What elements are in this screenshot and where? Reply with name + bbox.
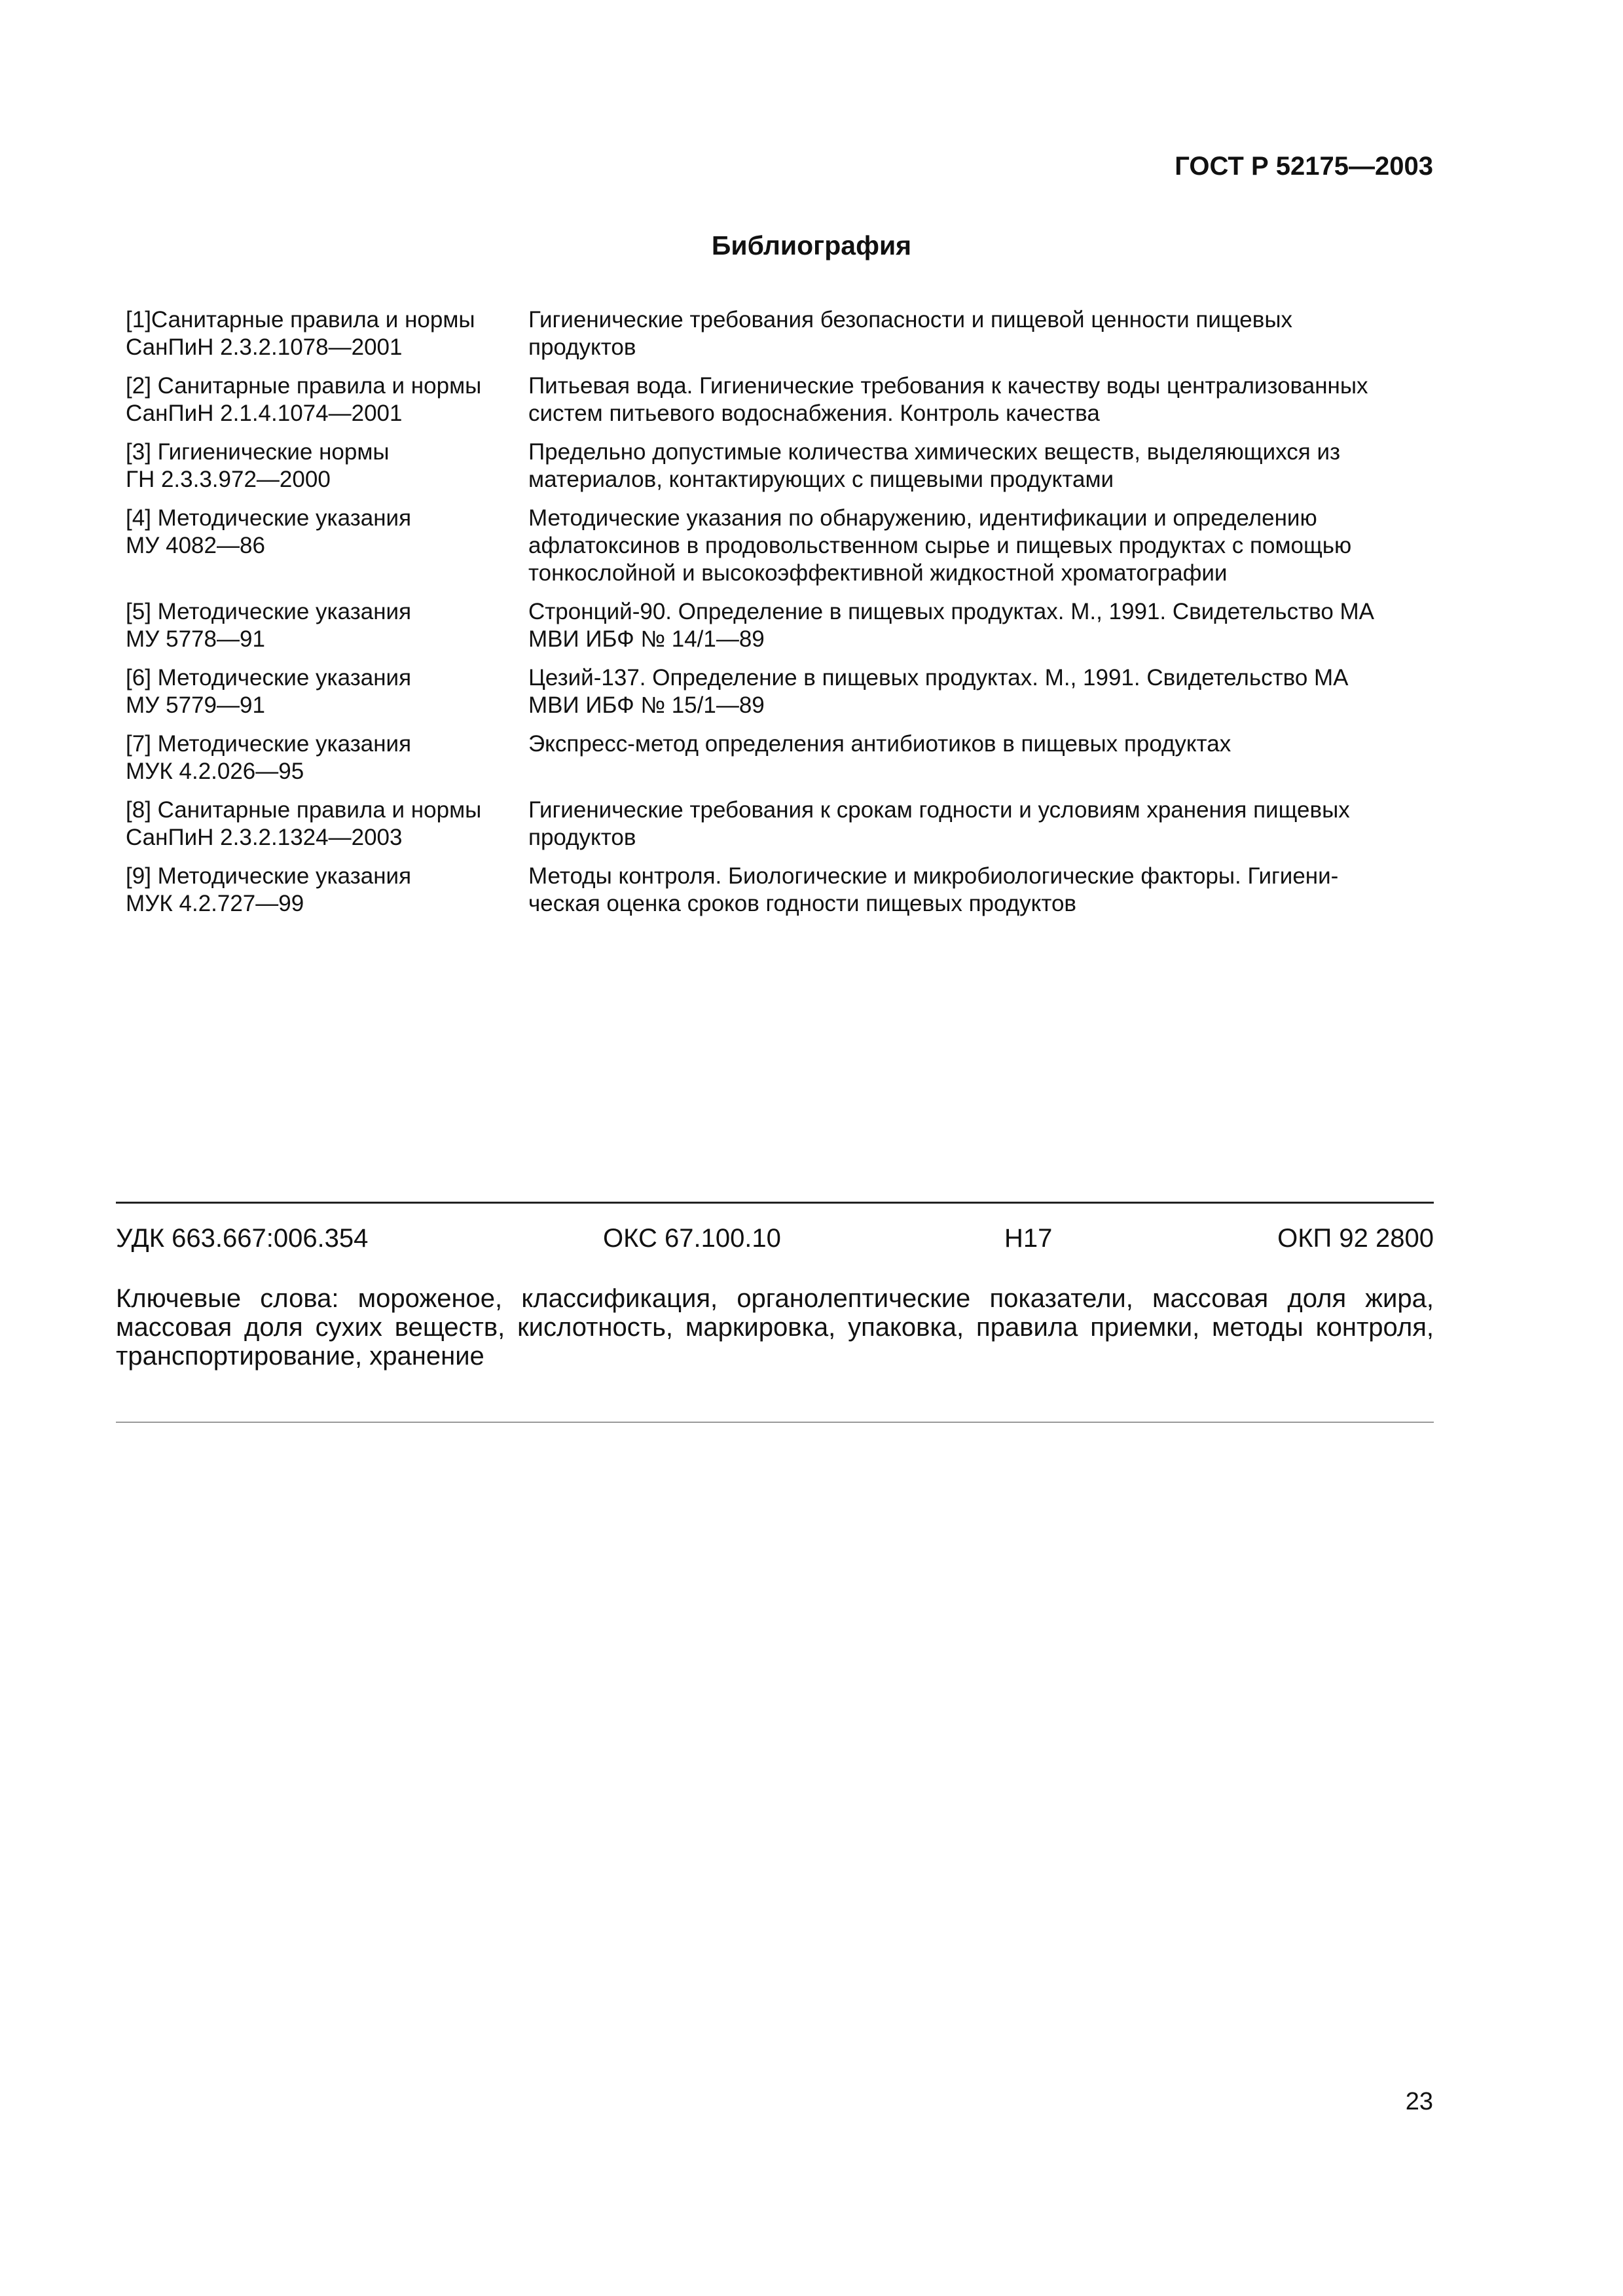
entry-source-line: МУК 4.2.026—95 [126, 759, 304, 784]
entry-description-line: материалов, контактирующих с пищевыми продуктами [528, 467, 1114, 492]
entry-source-line: [9] Методические указания [126, 863, 412, 889]
entry-source [126, 306, 528, 361]
bibliography-entry [126, 730, 1434, 785]
entry-description-line: МВИ ИБФ № 15/1—89 [528, 692, 765, 718]
entry-source-line: [7] Методические указания [126, 731, 412, 757]
entry-description-line: Методы контроля. Биологические и микробиологические факторы. Гигиени- [528, 863, 1339, 889]
entry-source-line: [3] Гигиенические нормы [126, 439, 390, 465]
entry-source-line: [6] Методические указания [126, 665, 412, 691]
entry-source [126, 505, 528, 587]
bibliography-entry [126, 439, 1434, 493]
entry-source-line: [8] Санитарные правила и нормы [126, 797, 482, 823]
entry-description [528, 439, 1434, 493]
okp-code: ОКП 92 2800 [1277, 1224, 1434, 1253]
oks-code: ОКС 67.100.10 [603, 1224, 781, 1253]
entry-source-line: МУК 4.2.727—99 [126, 891, 304, 916]
entry-source-line: СанПиН 2.1.4.1074—2001 [126, 401, 403, 426]
entry-source-line: [2] Санитарные правила и нормы [126, 373, 482, 399]
entry-description [528, 306, 1434, 361]
entry-description [528, 797, 1434, 852]
entry-source-line: ГН 2.3.3.972—2000 [126, 467, 331, 492]
entry-source [126, 797, 528, 852]
entry-description-line: Питьевая вода. Гигиенические требования к качеству воды централизованных [528, 373, 1368, 399]
entry-description-line: систем питьевого водоснабжения. Контроль качества [528, 401, 1100, 426]
entry-source-line: [4] Методические указания [126, 505, 412, 531]
bibliography-list [126, 306, 1434, 929]
entry-source [126, 730, 528, 785]
udk-code: УДК 663.667:006.354 [116, 1224, 369, 1253]
entry-description-line: продуктов [528, 825, 636, 850]
entry-description [528, 372, 1434, 427]
bibliography-entry [126, 598, 1434, 653]
bibliography-entry [126, 664, 1434, 719]
entry-description [528, 664, 1434, 719]
entry-description-line: продуктов [528, 334, 636, 360]
entry-source-line: МУ 5779—91 [126, 692, 265, 718]
entry-description [528, 730, 1434, 785]
document-code: ГОСТ Р 52175—2003 [1175, 152, 1433, 181]
entry-source-line: [1]Санитарные правила и нормы [126, 307, 475, 332]
entry-description-line: Методические указания по обнаружению, идентификации и определению [528, 505, 1317, 531]
divider-line [116, 1202, 1434, 1204]
entry-source [126, 664, 528, 719]
entry-source-line: СанПиН 2.3.2.1078—2001 [126, 334, 403, 360]
entry-description [528, 863, 1434, 918]
entry-description-line: Предельно допустимые количества химических веществ, выделяющихся из [528, 439, 1341, 465]
h-code: Н17 [1004, 1224, 1053, 1253]
entry-description [528, 505, 1434, 587]
entry-source-line: [5] Методические указания [126, 599, 412, 624]
entry-description-line: Цезий-137. Определение в пищевых продуктах. М., 1991. Свидетельство МА [528, 665, 1349, 691]
entry-source-line: МУ 4082—86 [126, 533, 265, 558]
keywords-line: транспортирование, хранение [116, 1342, 484, 1371]
keywords-line: Ключевые слова: мороженое, классификация, органолептические показатели, массовая доля жира, [116, 1284, 1434, 1313]
entry-description-line: тонкослойной и высокоэффективной жидкостной хроматографии [528, 560, 1228, 586]
entry-description-line: Гигиенические требования к срокам годности и условиям хранения пищевых [528, 797, 1350, 823]
entry-description-line: Экспресс-метод определения антибиотиков в пищевых продуктах [528, 731, 1231, 757]
entry-description-line: Стронций-90. Определение в пищевых продуктах. М., 1991. Свидетельство МА [528, 599, 1375, 624]
entry-description [528, 598, 1434, 653]
entry-source [126, 863, 528, 918]
page-number: 23 [1405, 2088, 1433, 2115]
entry-source-line: МУ 5778—91 [126, 626, 265, 652]
entry-source [126, 372, 528, 427]
bibliography-entry [126, 306, 1434, 361]
classification-codes [116, 1224, 1434, 1257]
entry-description-line: Гигиенические требования безопасности и пищевой ценности пищевых [528, 307, 1292, 332]
bibliography-entry [126, 505, 1434, 587]
entry-description-line: ческая оценка сроков годности пищевых продуктов [528, 891, 1077, 916]
entry-source [126, 439, 528, 493]
bibliography-entry [126, 372, 1434, 427]
entry-description-line: МВИ ИБФ № 14/1—89 [528, 626, 765, 652]
divider-line [116, 1422, 1434, 1423]
entry-source [126, 598, 528, 653]
page-title: Библиография [711, 230, 912, 260]
keywords-line: массовая доля сухих веществ, кислотность, маркировка, упаковка, правила приемки, методы контроля, [116, 1313, 1434, 1342]
entry-description-line: афлатоксинов в продовольственном сырье и пищевых продуктах с помощью [528, 533, 1352, 558]
bibliography-entry [126, 797, 1434, 852]
entry-source-line: СанПиН 2.3.2.1324—2003 [126, 825, 403, 850]
keywords-block [116, 1284, 1434, 1371]
bibliography-entry [126, 863, 1434, 918]
